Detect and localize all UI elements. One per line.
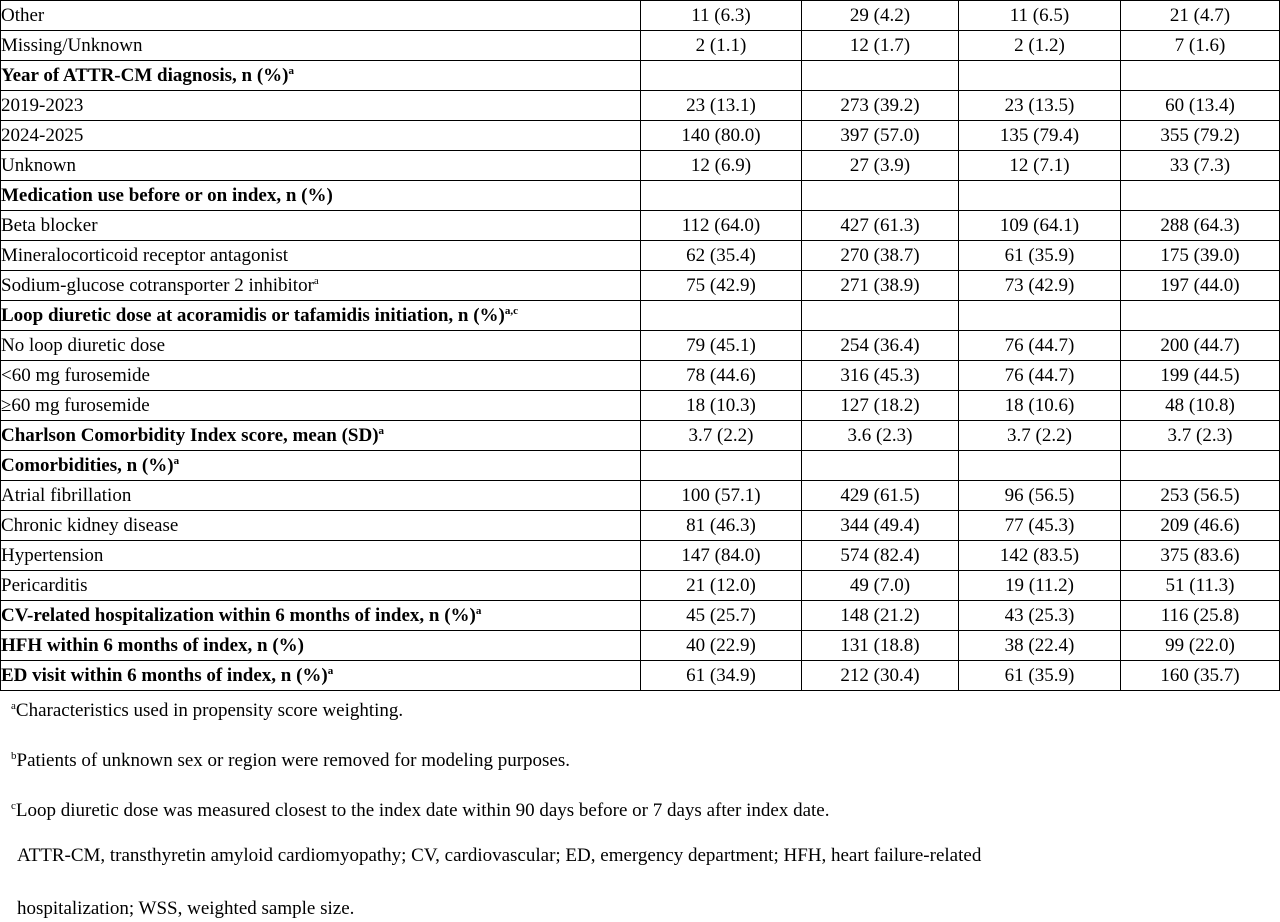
value-cell: 77 (45.3) <box>959 511 1121 541</box>
section-row <box>1 301 1280 331</box>
value-cell: 116 (25.8) <box>1121 601 1280 631</box>
value-cell: 142 (83.5) <box>959 541 1121 571</box>
value-cell <box>802 181 959 211</box>
row-label-text: 2024-2025 <box>1 125 84 146</box>
row-label-text: ≥60 mg furosemide <box>1 395 150 416</box>
value-cell: 3.6 (2.3) <box>802 421 959 451</box>
section-row <box>1 661 1280 691</box>
value-cell: 344 (49.4) <box>802 511 959 541</box>
value-cell: 11 (6.3) <box>641 1 802 31</box>
value-cell: 355 (79.2) <box>1121 121 1280 151</box>
footnote-c-text: Loop diuretic dose was measured closest to the index date within 90 days before or 7 days after index date. <box>15 800 830 821</box>
row-label-text: Charlson Comorbidity Index score, mean (SD) <box>1 425 379 446</box>
table-row <box>1 1 1280 31</box>
value-cell: 60 (13.4) <box>1121 91 1280 121</box>
value-cell: 131 (18.8) <box>802 631 959 661</box>
value-cell: 397 (57.0) <box>802 121 959 151</box>
value-cell: 11 (6.5) <box>959 1 1121 31</box>
value-cell: 375 (83.6) <box>1121 541 1280 571</box>
value-cell: 7 (1.6) <box>1121 31 1280 61</box>
value-cell: 99 (22.0) <box>1121 631 1280 661</box>
value-cell: 100 (57.1) <box>641 481 802 511</box>
footnote-marker: a <box>475 605 482 617</box>
table-row <box>1 571 1280 601</box>
row-label-text: CV-related hospitalization within 6 months of index, n (%) <box>1 605 476 626</box>
value-cell: 2 (1.2) <box>959 31 1121 61</box>
row-label <box>1 391 641 421</box>
value-cell: 21 (12.0) <box>641 571 802 601</box>
footnote-b-text: Patients of unknown sex or region were removed for modeling purposes. <box>16 750 571 771</box>
row-label-text: ED visit within 6 months of index, n (%) <box>1 665 328 686</box>
value-cell <box>959 181 1121 211</box>
value-cell: 62 (35.4) <box>641 241 802 271</box>
value-cell <box>802 301 959 331</box>
table-row <box>1 121 1280 151</box>
value-cell <box>1121 181 1280 211</box>
row-label <box>1 151 641 181</box>
table-row <box>1 211 1280 241</box>
abbreviations-line-1: ATTR-CM, transthyretin amyloid cardiomyopathy; CV, cardiovascular; ED, emergency department; HFH, heart failure-related <box>17 845 982 866</box>
value-cell <box>959 61 1121 91</box>
footnote-b <box>11 749 570 773</box>
table-row <box>1 391 1280 421</box>
row-label <box>1 211 641 241</box>
value-cell: 76 (44.7) <box>959 331 1121 361</box>
value-cell: 109 (64.1) <box>959 211 1121 241</box>
value-cell <box>641 451 802 481</box>
row-label <box>1 541 641 571</box>
row-label-text: HFH within 6 months of index, n (%) <box>1 635 304 656</box>
table-row <box>1 151 1280 181</box>
value-cell: 273 (39.2) <box>802 91 959 121</box>
value-cell: 96 (56.5) <box>959 481 1121 511</box>
table-row <box>1 331 1280 361</box>
value-cell: 40 (22.9) <box>641 631 802 661</box>
value-cell: 19 (11.2) <box>959 571 1121 601</box>
row-label-text: Chronic kidney disease <box>1 515 179 536</box>
row-label <box>1 121 641 151</box>
value-cell: 29 (4.2) <box>802 1 959 31</box>
value-cell: 61 (35.9) <box>959 241 1121 271</box>
row-label <box>1 1 641 31</box>
table-row <box>1 91 1280 121</box>
value-cell: 49 (7.0) <box>802 571 959 601</box>
value-cell: 61 (34.9) <box>641 661 802 691</box>
row-label <box>1 331 641 361</box>
footnote-marker: a <box>288 65 294 77</box>
value-cell: 73 (42.9) <box>959 271 1121 301</box>
row-label <box>1 91 641 121</box>
row-label-text: Comorbidities, n (%) <box>1 455 174 476</box>
value-cell: 270 (38.7) <box>802 241 959 271</box>
row-label <box>1 31 641 61</box>
table-row <box>1 241 1280 271</box>
value-cell: 140 (80.0) <box>641 121 802 151</box>
value-cell: 288 (64.3) <box>1121 211 1280 241</box>
footnote-c-marker: c <box>11 800 16 812</box>
footnote-marker: a <box>378 425 385 437</box>
value-cell: 254 (36.4) <box>802 331 959 361</box>
section-row <box>1 61 1280 91</box>
value-cell: 316 (45.3) <box>802 361 959 391</box>
row-label <box>1 421 641 451</box>
row-label-text: <60 mg furosemide <box>1 365 150 386</box>
value-cell: 76 (44.7) <box>959 361 1121 391</box>
row-label-text: Atrial fibrillation <box>1 485 132 506</box>
table-row <box>1 541 1280 571</box>
row-label <box>1 271 641 301</box>
value-cell: 127 (18.2) <box>802 391 959 421</box>
value-cell: 148 (21.2) <box>802 601 959 631</box>
row-label <box>1 451 641 481</box>
value-cell <box>959 301 1121 331</box>
row-label <box>1 511 641 541</box>
row-label-text: Other <box>1 5 45 26</box>
value-cell <box>641 61 802 91</box>
footnote-marker: a <box>313 275 319 287</box>
footnote-a <box>11 699 403 723</box>
value-cell: 18 (10.6) <box>959 391 1121 421</box>
value-cell: 81 (46.3) <box>641 511 802 541</box>
value-cell: 45 (25.7) <box>641 601 802 631</box>
value-cell: 79 (45.1) <box>641 331 802 361</box>
value-cell: 175 (39.0) <box>1121 241 1280 271</box>
row-label <box>1 601 641 631</box>
footnote-a-text: Characteristics used in propensity score weighting. <box>15 700 404 721</box>
value-cell: 209 (46.6) <box>1121 511 1280 541</box>
value-cell <box>641 301 802 331</box>
row-label-text: Loop diuretic dose at acoramidis or tafamidis initiation, n (%) <box>1 305 505 326</box>
value-cell: 212 (30.4) <box>802 661 959 691</box>
section-row <box>1 631 1280 661</box>
footnote-b-marker: b <box>11 750 17 762</box>
value-cell: 61 (35.9) <box>959 661 1121 691</box>
value-cell: 78 (44.6) <box>641 361 802 391</box>
section-row <box>1 451 1280 481</box>
section-row <box>1 421 1280 451</box>
row-label <box>1 571 641 601</box>
value-cell: 197 (44.0) <box>1121 271 1280 301</box>
row-label <box>1 61 641 91</box>
value-cell: 3.7 (2.3) <box>1121 421 1280 451</box>
value-cell: 147 (84.0) <box>641 541 802 571</box>
value-cell: 427 (61.3) <box>802 211 959 241</box>
value-cell: 271 (38.9) <box>802 271 959 301</box>
value-cell: 75 (42.9) <box>641 271 802 301</box>
value-cell: 112 (64.0) <box>641 211 802 241</box>
row-label-text: Missing/Unknown <box>1 35 143 56</box>
value-cell: 2 (1.1) <box>641 31 802 61</box>
value-cell: 43 (25.3) <box>959 601 1121 631</box>
table-row <box>1 271 1280 301</box>
row-label-text: No loop diuretic dose <box>1 335 166 356</box>
value-cell: 3.7 (2.2) <box>641 421 802 451</box>
value-cell: 429 (61.5) <box>802 481 959 511</box>
value-cell: 12 (7.1) <box>959 151 1121 181</box>
row-label-text: Mineralocorticoid receptor antagonist <box>1 245 289 266</box>
value-cell <box>1121 301 1280 331</box>
footnote-c <box>11 799 829 823</box>
row-label-text: 2019-2023 <box>1 95 84 116</box>
row-label <box>1 631 641 661</box>
value-cell: 51 (11.3) <box>1121 571 1280 601</box>
value-cell: 38 (22.4) <box>959 631 1121 661</box>
value-cell <box>641 181 802 211</box>
row-label-text: Medication use before or on index, n (%) <box>1 185 333 206</box>
table-row <box>1 511 1280 541</box>
value-cell: 12 (6.9) <box>641 151 802 181</box>
row-label <box>1 301 641 331</box>
value-cell: 574 (82.4) <box>802 541 959 571</box>
value-cell: 3.7 (2.2) <box>959 421 1121 451</box>
footnote-marker: a <box>327 665 334 677</box>
footnote-marker: a <box>173 455 180 467</box>
row-label <box>1 661 641 691</box>
value-cell <box>802 451 959 481</box>
value-cell <box>959 451 1121 481</box>
table-row <box>1 361 1280 391</box>
value-cell: 27 (3.9) <box>802 151 959 181</box>
row-label-text: Hypertension <box>1 545 104 566</box>
row-label-text: Beta blocker <box>1 215 98 236</box>
section-row <box>1 181 1280 211</box>
value-cell: 23 (13.5) <box>959 91 1121 121</box>
value-cell <box>802 61 959 91</box>
value-cell: 12 (1.7) <box>802 31 959 61</box>
row-label-text: Pericarditis <box>1 575 88 596</box>
row-label <box>1 241 641 271</box>
footnote-marker: a,c <box>504 305 519 317</box>
row-label <box>1 361 641 391</box>
value-cell: 135 (79.4) <box>959 121 1121 151</box>
value-cell: 23 (13.1) <box>641 91 802 121</box>
value-cell: 253 (56.5) <box>1121 481 1280 511</box>
row-label <box>1 181 641 211</box>
section-row <box>1 601 1280 631</box>
table-row <box>1 31 1280 61</box>
table-row <box>1 481 1280 511</box>
value-cell: 18 (10.3) <box>641 391 802 421</box>
row-label-text: Sodium-glucose cotransporter 2 inhibitor <box>1 275 314 296</box>
row-label-text: Unknown <box>1 155 76 176</box>
value-cell <box>1121 451 1280 481</box>
value-cell: 160 (35.7) <box>1121 661 1280 691</box>
abbreviations-line-2: hospitalization; WSS, weighted sample size. <box>17 898 355 919</box>
row-label-text: Year of ATTR-CM diagnosis, n (%) <box>1 65 289 86</box>
value-cell: 33 (7.3) <box>1121 151 1280 181</box>
value-cell <box>1121 61 1280 91</box>
value-cell: 48 (10.8) <box>1121 391 1280 421</box>
row-label <box>1 481 641 511</box>
value-cell: 21 (4.7) <box>1121 1 1280 31</box>
value-cell: 199 (44.5) <box>1121 361 1280 391</box>
value-cell: 200 (44.7) <box>1121 331 1280 361</box>
footnote-a-marker: a <box>11 700 16 712</box>
table-body <box>1 1 1280 691</box>
